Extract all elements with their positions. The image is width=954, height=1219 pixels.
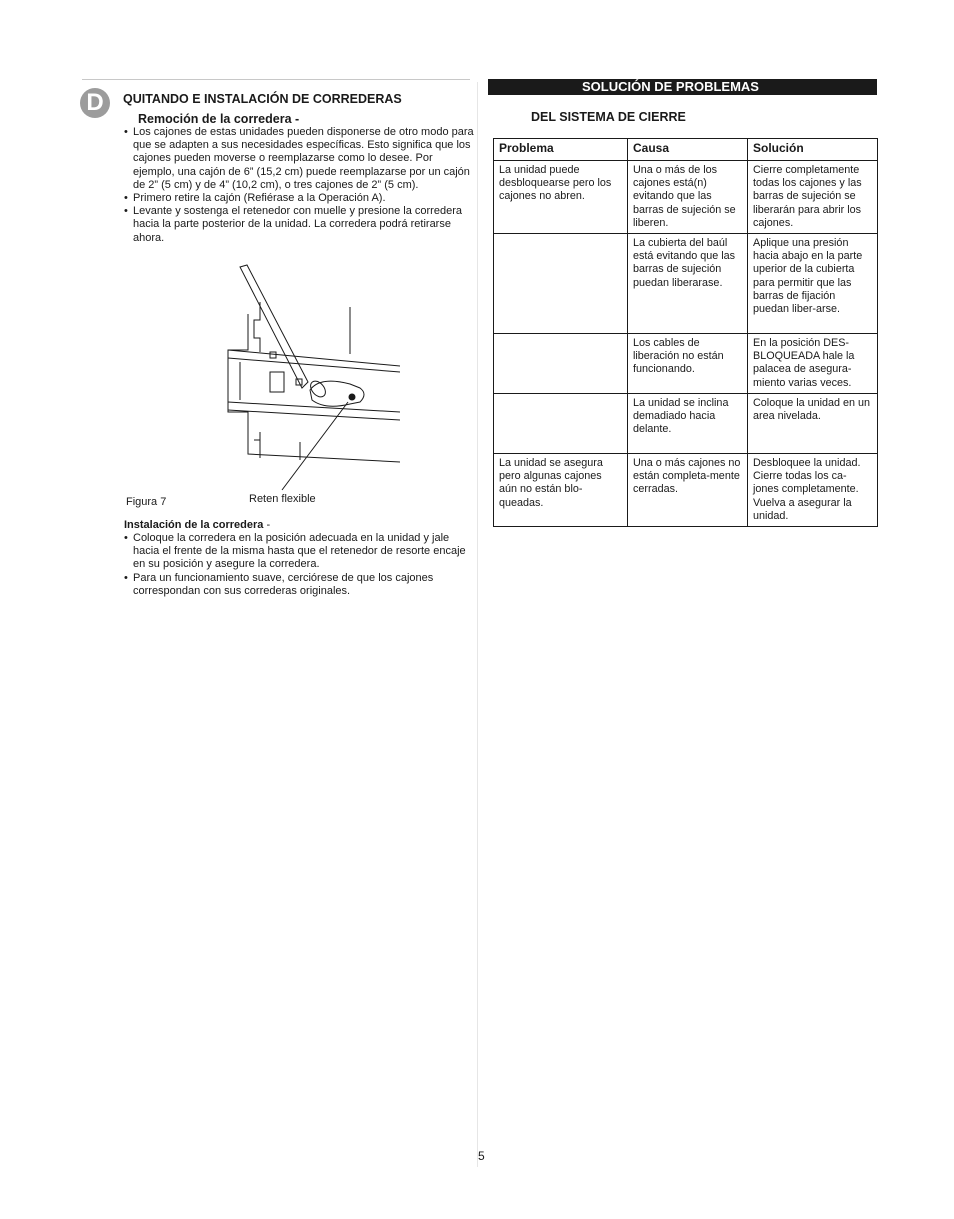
figure-caption: Figura 7 bbox=[126, 496, 167, 508]
table-row bbox=[494, 334, 878, 394]
table-cell bbox=[494, 394, 628, 454]
table-row bbox=[494, 394, 878, 454]
table-row bbox=[494, 454, 878, 527]
table-row bbox=[494, 234, 878, 334]
top-rule bbox=[82, 79, 470, 80]
table-cell: En la posición DES-BLOQUEADA hale la palacea de asegura-miento varias veces. bbox=[748, 334, 878, 394]
troubleshooting-table bbox=[493, 138, 878, 527]
column-header-solucion: Solución bbox=[748, 139, 878, 161]
removal-title: Remoción de la corredera - bbox=[138, 112, 300, 126]
column-header-problema: Problema bbox=[494, 139, 628, 161]
section-badge-icon: D bbox=[80, 88, 110, 118]
figure-callout-label: Reten flexible bbox=[249, 493, 316, 505]
page-number: 5 bbox=[478, 1149, 485, 1163]
removal-list bbox=[124, 126, 474, 245]
table-heading: DEL SISTEMA DE CIERRE bbox=[531, 110, 686, 124]
list-item: • Los cajones de estas unidades pueden disponerse de otro modo para que se adapten a sus necesidades específicas. Esto significa que los cajones pueden moverse o reemplazarse como lo desee. Por ejemplo, una cajón de 6” (15,2 cm) puede reemplazarse por un cajón de 2” (5 cm) y de 4” (10,2 cm), o tres cajones de 2” (5 cm). bbox=[124, 126, 474, 191]
column-divider bbox=[477, 82, 478, 1167]
column-header-causa: Causa bbox=[628, 139, 748, 161]
table-cell bbox=[494, 334, 628, 394]
table-cell bbox=[494, 234, 628, 334]
list-item: • Coloque la corredera en la posición adecuada en la unidad y jale hacia el frente de la misma hasta que el retenedor de resorte encaje en su posición y asegure la corredera. bbox=[124, 532, 466, 571]
list-item: • Primero retire la cajón (Refiérase a la Operación A). bbox=[124, 192, 386, 205]
table-cell: Una o más cajones no están completa-mente cerradas. bbox=[628, 454, 748, 527]
table-cell: Desbloquee la unidad. Cierre todas los ca-jones completamente. Vuelva a asegurar la unidad. bbox=[748, 454, 878, 527]
table-header-row bbox=[494, 139, 878, 161]
table-cell: La cubierta del baúl está evitando que las barras de sujeción puedan liberarase. bbox=[628, 234, 748, 334]
table-cell: Los cables de liberación no están funcionando. bbox=[628, 334, 748, 394]
list-item: • Para un funcionamiento suave, cerciórese de que los cajones correspondan con sus correderas originales. bbox=[124, 571, 434, 597]
table-cell: Coloque la unidad en un area nivelada. bbox=[748, 394, 878, 454]
table-cell: Aplique una presión hacia abajo en la parte uperior de la cubierta para permitir que las barras de fijación puedan liber-arse. bbox=[748, 234, 878, 334]
install-list bbox=[124, 532, 474, 598]
install-title: Instalación de la corredera - bbox=[124, 519, 271, 531]
table-cell: La unidad se asegura pero algunas cajones aún no están blo-queadas. bbox=[494, 454, 628, 527]
drawer-slide-illustration bbox=[200, 262, 400, 502]
list-item: • Levante y sostenga el retenedor con muelle y presione la corredera hacia la parte posterior de la unidad. La corredera podrá retirarse ahora. bbox=[124, 205, 462, 244]
table-row bbox=[494, 161, 878, 234]
table-cell: La unidad puede desbloquearse pero los cajones no abren. bbox=[494, 161, 628, 234]
table-cell: Cierre completamente todas los cajones y las barras de sujeción se liberarán para abrir los cajones. bbox=[748, 161, 878, 234]
table-cell: Una o más de los cajones está(n) evitando que las barras de sujeción se liberen. bbox=[628, 161, 748, 234]
table-cell: La unidad se inclina demadiado hacia delante. bbox=[628, 394, 748, 454]
troubleshooting-banner: SOLUCIÓN DE PROBLEMAS bbox=[488, 79, 877, 95]
section-title: QUITANDO E INSTALACIÓN DE CORREDERAS bbox=[123, 92, 402, 106]
